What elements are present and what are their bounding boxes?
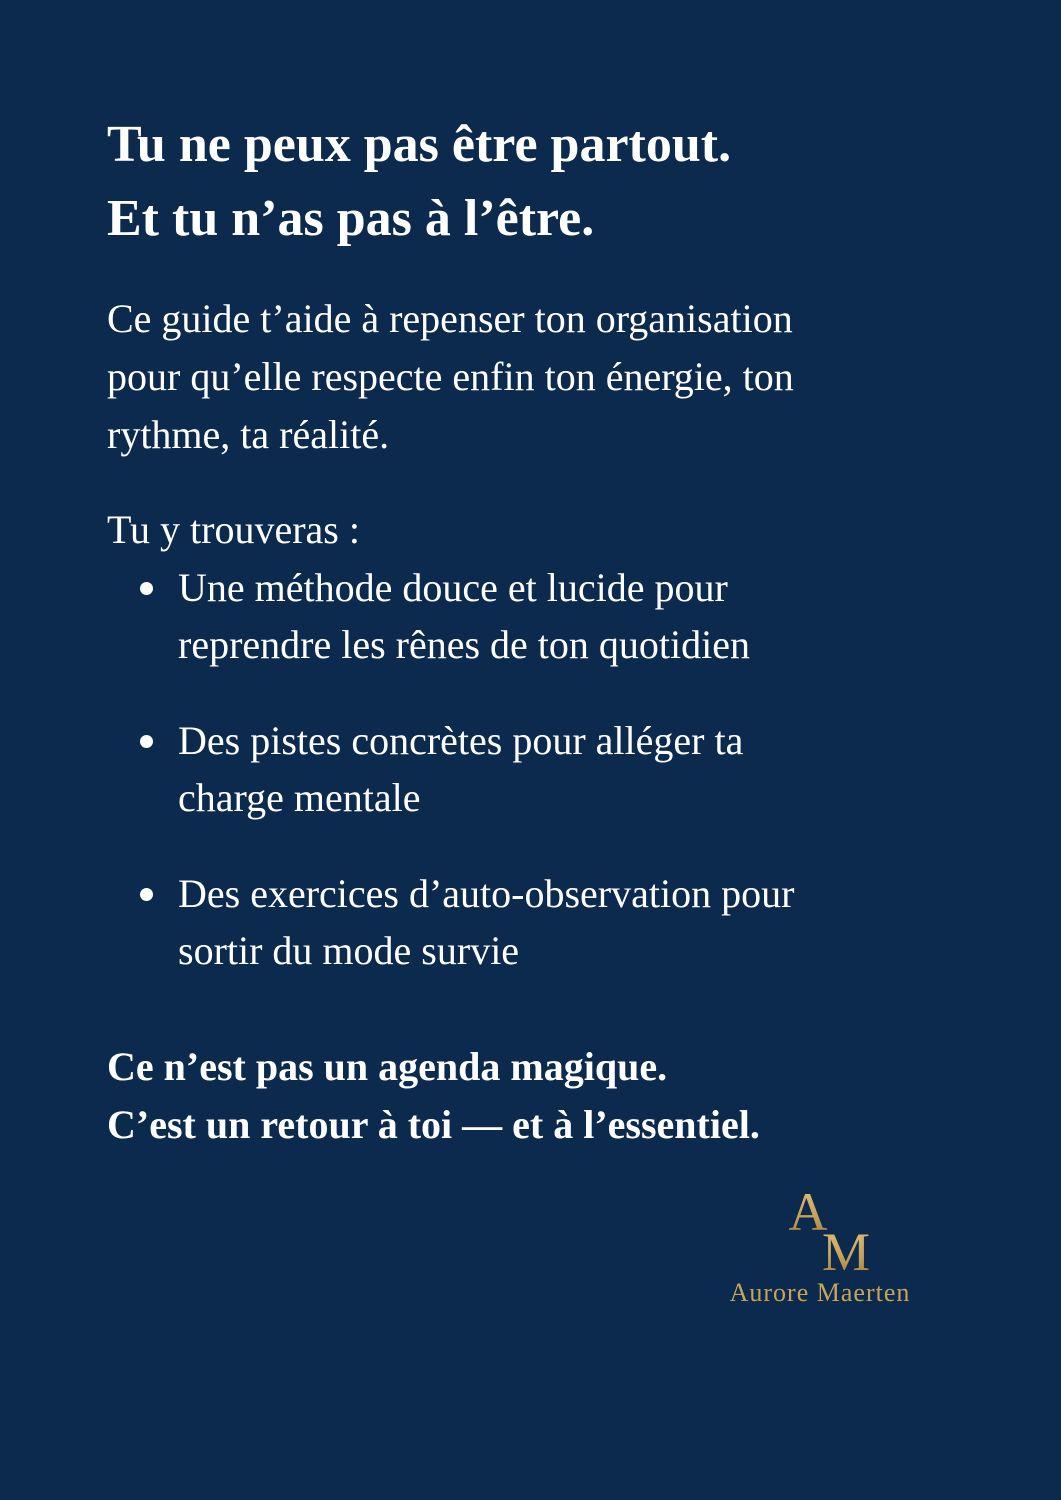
list-item-line-1: Une méthode douce et lucide pour <box>178 565 728 610</box>
bullet-icon <box>140 888 153 901</box>
closing-line-2: C’est un retour à toi — et à l’essentiel. <box>107 1102 760 1147</box>
intro-line-2: pour qu’elle respecte enfin ton énergie, ton <box>107 354 794 399</box>
monogram-letter-a: A <box>788 1182 828 1242</box>
intro-line-3: rythme, ta réalité. <box>107 412 390 457</box>
list-item-line-2: reprendre les rênes de ton quotidien <box>178 622 751 667</box>
list-item-line-2: charge mentale <box>178 775 421 820</box>
intro-line-1: Ce guide t’aide à repenser ton organisation <box>107 296 793 341</box>
monogram-logo <box>700 1180 940 1275</box>
list-item <box>107 865 967 979</box>
closing-line-1: Ce n’est pas un agenda magique. <box>107 1044 668 1089</box>
intro-paragraph <box>107 290 967 464</box>
list-item <box>107 712 967 826</box>
brand-logo <box>700 1180 940 1320</box>
benefits-list <box>107 559 967 1018</box>
list-item-line-1: Des exercices d’auto-observation pour <box>178 871 795 916</box>
bullet-icon <box>140 582 153 595</box>
closing-statement <box>107 1038 967 1154</box>
list-item <box>107 559 967 673</box>
headline <box>107 108 967 256</box>
monogram-letter-m: M <box>821 1222 871 1275</box>
bullet-icon <box>140 735 153 748</box>
brand-name: Aurore Maerten <box>729 1278 911 1307</box>
list-intro: Tu y trouveras : <box>107 507 360 552</box>
list-item-line-1: Des pistes concrètes pour alléger ta <box>178 718 744 763</box>
list-item-line-2: sortir du mode survie <box>178 928 520 973</box>
headline-line-1: Tu ne peux pas être partout. <box>107 116 732 173</box>
headline-line-2: Et tu n’as pas à l’être. <box>107 190 595 247</box>
